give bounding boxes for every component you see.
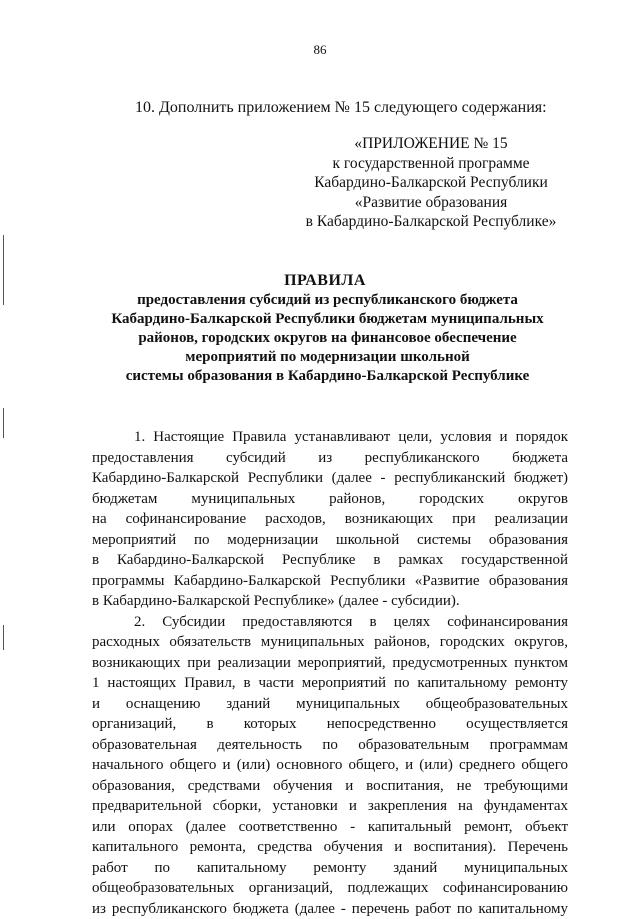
scan-margin-line xyxy=(3,235,4,305)
scan-margin-line xyxy=(3,408,4,438)
body-line: работ по капитальному ремонту зданий муниципальных xyxy=(92,858,568,879)
body-line: в Кабардино-Балкарской Республике» (далее - субсидии). xyxy=(92,591,568,612)
body-line: предоставления субсидий из республиканского бюджета xyxy=(92,448,568,469)
body-line: образования, средствами обучения и воспитания, не требующими xyxy=(92,776,568,797)
body-line: начального общего и (или) основного общего, и (или) среднего общего xyxy=(92,755,568,776)
appendix-line: в Кабардино-Балкарской Республике» xyxy=(300,212,562,232)
body-line: организаций, в которых непосредственно осуществляется xyxy=(92,714,568,735)
body-line: 2. Субсидии предоставляются в целях софинансирования xyxy=(92,612,568,633)
body-line: образовательная деятельность по образовательным программам xyxy=(92,735,568,756)
body-line: и оснащению зданий муниципальных общеобразовательных xyxy=(92,694,568,715)
body-line: или опорах (далее соответственно - капитальный ремонт, объект xyxy=(92,817,568,838)
body-line: из республиканского бюджета (далее - перечень работ по капитальному xyxy=(92,899,568,919)
body-line: общеобразовательных организаций, подлежащих софинансированию xyxy=(92,878,568,899)
appendix-header xyxy=(300,134,562,232)
body-line: программы Кабардино-Балкарской Республики «Развитие образования xyxy=(92,571,568,592)
body-line: бюджетам муниципальных районов, городских округов xyxy=(92,489,568,510)
intro-paragraph: 10. Дополнить приложением № 15 следующего содержания: xyxy=(135,99,547,117)
rules-subtitle-line: районов, городских округов на финансовое обеспечение xyxy=(90,329,565,348)
rules-subtitle-line: Кабардино-Балкарской Республики бюджетам муниципальных xyxy=(90,310,565,329)
rules-subtitle-line: мероприятий по модернизации школьной xyxy=(90,348,565,367)
scan-margin-line xyxy=(3,625,4,650)
rules-subtitle-line: системы образования в Кабардино-Балкарской Республике xyxy=(90,367,565,386)
rules-subtitle xyxy=(90,291,565,386)
appendix-line: «ПРИЛОЖЕНИЕ № 15 xyxy=(300,134,562,154)
body-line: мероприятий по модернизации школьной системы образования xyxy=(92,530,568,551)
body-line: 1 настоящих Правил, в части мероприятий по капитальному ремонту xyxy=(92,673,568,694)
body-line: на софинансирование расходов, возникающих при реализации xyxy=(92,509,568,530)
rules-subtitle-line: предоставления субсидий из республиканского бюджета xyxy=(90,291,565,310)
page-number: 86 xyxy=(0,42,640,58)
body-line: предварительной сборки, установки и закрепления на фундаментах xyxy=(92,796,568,817)
body-line: 1. Настоящие Правила устанавливают цели, условия и порядок xyxy=(92,427,568,448)
appendix-line: к государственной программе xyxy=(300,154,562,174)
document-body xyxy=(92,427,568,919)
body-line: капитального ремонта, средства обучения и воспитания). Перечень xyxy=(92,837,568,858)
appendix-line: Кабардино-Балкарской Республики xyxy=(300,173,562,193)
body-line: Кабардино-Балкарской Республики (далее - республиканский бюджет) xyxy=(92,468,568,489)
rules-title: ПРАВИЛА xyxy=(0,272,640,290)
body-line: в Кабардино-Балкарской Республике в рамках государственной xyxy=(92,550,568,571)
body-line: возникающих при реализации мероприятий, предусмотренных пунктом xyxy=(92,653,568,674)
body-line: расходных обязательств муниципальных районов, городских округов, xyxy=(92,632,568,653)
appendix-line: «Развитие образования xyxy=(300,193,562,213)
